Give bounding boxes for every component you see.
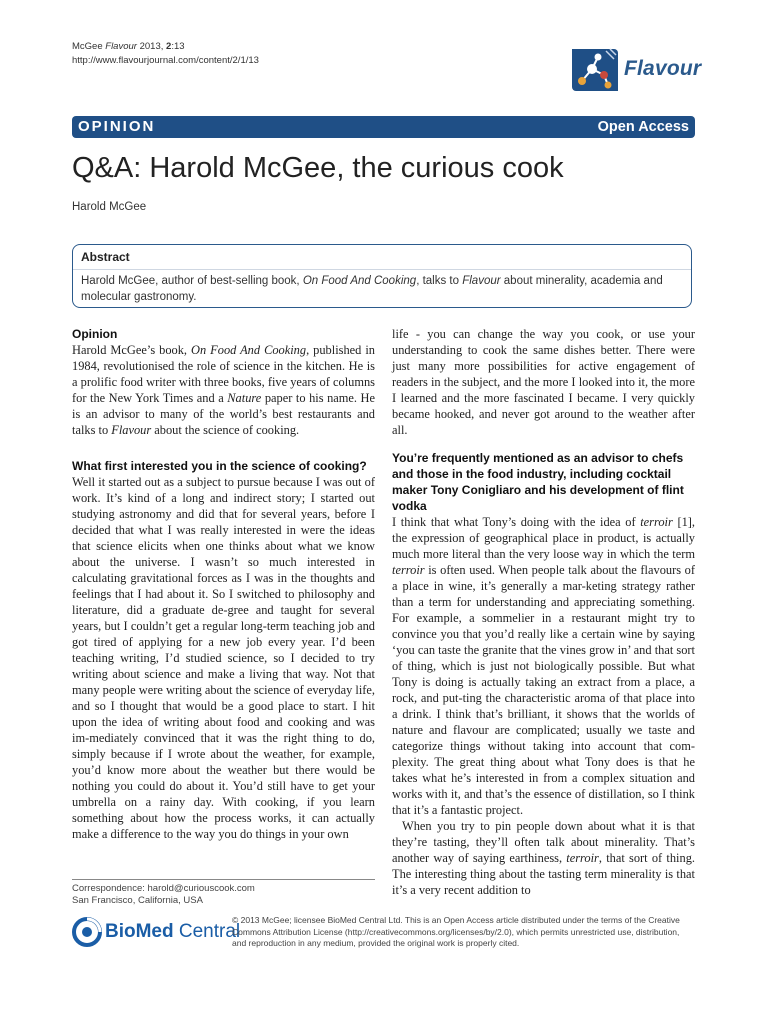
footnote-divider	[72, 879, 375, 880]
answer-paragraph-3: When you try to pin people down about what it is that they’re tasting, they’ll often talk about minerality. That’s another way of saying earthiness, terroir, that sort of thing. The interesting thing about the tasting term minerality is that it’s a very recent addition to	[392, 819, 695, 897]
left-column	[72, 326, 375, 842]
intro-paragraph: Harold McGee’s book, On Food And Cooking, published in 1984, revolutionised the role of science in the kitchen. He is a prolific food writer with three books, five years of columns for the New York Times and a Nature paper to his name. He is an advisor to many of the world’s best restaurants and talks to Flavour about the science of cooking.	[72, 343, 375, 437]
answer-paragraph-1-continued: life - you can change the way you cook, or use your understanding to cook the same dishes better. There were just many more possibilities for active engagement of readers in the subject, and the more I looked into it, the more I learned and the more fascinated I became. I very quickly became hooked, and never got around to the weather after all.	[392, 327, 695, 437]
flavour-logo	[568, 45, 702, 95]
correspondence-footnote	[72, 883, 255, 907]
answer-paragraph-2: I think that what Tony’s doing with the idea of terroir [1], the expression of geographical place in product, is actually much more literal than the very loose way in which the term terroir is often used. When people talk about the flavours of a place in wine, it’s generally a mar-keting strategy rather than a term for understanding and appreciating something. For example, a sommelier in a restaurant might try to convince you that you’d really like a certain wine by saying ‘you can taste the granite that the vines grow in’ and that sort of thing, which is just not biologically possible. But what Tony is doing is actually taking an extract from a place, a rock, and put-ting the characteristic aroma of that place into a drink. I think that’s brilliant, it shows that the worlds of nature and flavour are complicated; usually we taste and categorize things without taking into account that com-plexity. The great thing about what Tony does is that he takes what he’s interested in from a complex situation and works with it, and that’s the essence of distillation, so I think that it’s a fantastic project.	[392, 515, 695, 817]
answer-paragraph-1: Well it started out as a subject to pursue because I was out of work. It’s kind of a long and indirect story; I started out studying astronomy and did that for several years, before I decided that what I was really interested in were the ideas that science elicits when one thinks about what we know about the universe. I wasn’t so much interested in calculating gravitational forces as I was in the thoughts and feelings that I had about it. So I switched to philosophy and literature, did a graduate de-gree and taught for several years, but I couldn’t get a regular long-term teaching job and got tired of applying for a new job every year. I’d been teaching writing, I’d studied science, so I decided to try writing about science and make a living that way. Not that many people were writing about the science of everyday life, and so I thought that would be a good place to start. I hit upon the idea of writing about food and cooking and was im-mediately convinced that it was the right thing to do, simply because if I wrote about the weather, for example, you’d know more about the weather but there would be nothing you could do about it. You’d still have to get your umbrella on a rainy day. With cooking, if you learn something about how the process works, it can actually make a difference to the way you do things in your own	[72, 475, 375, 841]
abstract-divider	[73, 269, 691, 270]
article-type-label: OPINION	[78, 118, 156, 135]
question-heading-2: You’re frequently mentioned as an advisor to chefs and those in the food industry, including cocktail maker Tony Conigliaro and his development of flint vodka	[392, 451, 684, 513]
correspondence-email[interactable]: Correspondence: harold@curiouscook.com	[72, 883, 255, 894]
logo-text: Flavour	[624, 57, 702, 80]
right-column	[392, 326, 695, 898]
section-heading-opinion: Opinion	[72, 327, 118, 341]
biomed-swirl-icon	[72, 917, 102, 947]
correspondence-location: San Francisco, California, USA	[72, 895, 203, 906]
biomed-central-logo	[72, 914, 241, 950]
article-title: Q&A: Harold McGee, the curious cook	[72, 152, 564, 184]
article-type-banner	[72, 116, 695, 138]
open-access-label: Open Access	[597, 119, 689, 135]
citation-line: McGee Flavour 2013, 2:13	[72, 41, 185, 52]
biomed-logo-text: BioMed Central	[105, 921, 241, 942]
question-heading-1: What first interested you in the science of cooking?	[72, 459, 367, 473]
abstract-box	[72, 244, 692, 308]
author-name: Harold McGee	[72, 201, 147, 213]
citation-header	[72, 40, 259, 68]
article-url[interactable]: http://www.flavourjournal.com/content/2/1/13	[72, 55, 259, 66]
license-notice: © 2013 McGee; licensee BioMed Central Ltd. This is an Open Access article distributed under the terms of the Creative Commons Attribution License (http://creativecommons.org/licenses/by/2.0), which permits unrestricted use, distribution, and reproduction in any medium, provided the original work is properly cited.	[232, 915, 680, 948]
abstract-heading: Abstract	[81, 250, 130, 264]
molecule-logo-icon	[568, 45, 620, 95]
abstract-text: Harold McGee, author of best-selling book, On Food And Cooking, talks to Flavour about minerality, academia and molecular gastronomy.	[81, 275, 663, 303]
